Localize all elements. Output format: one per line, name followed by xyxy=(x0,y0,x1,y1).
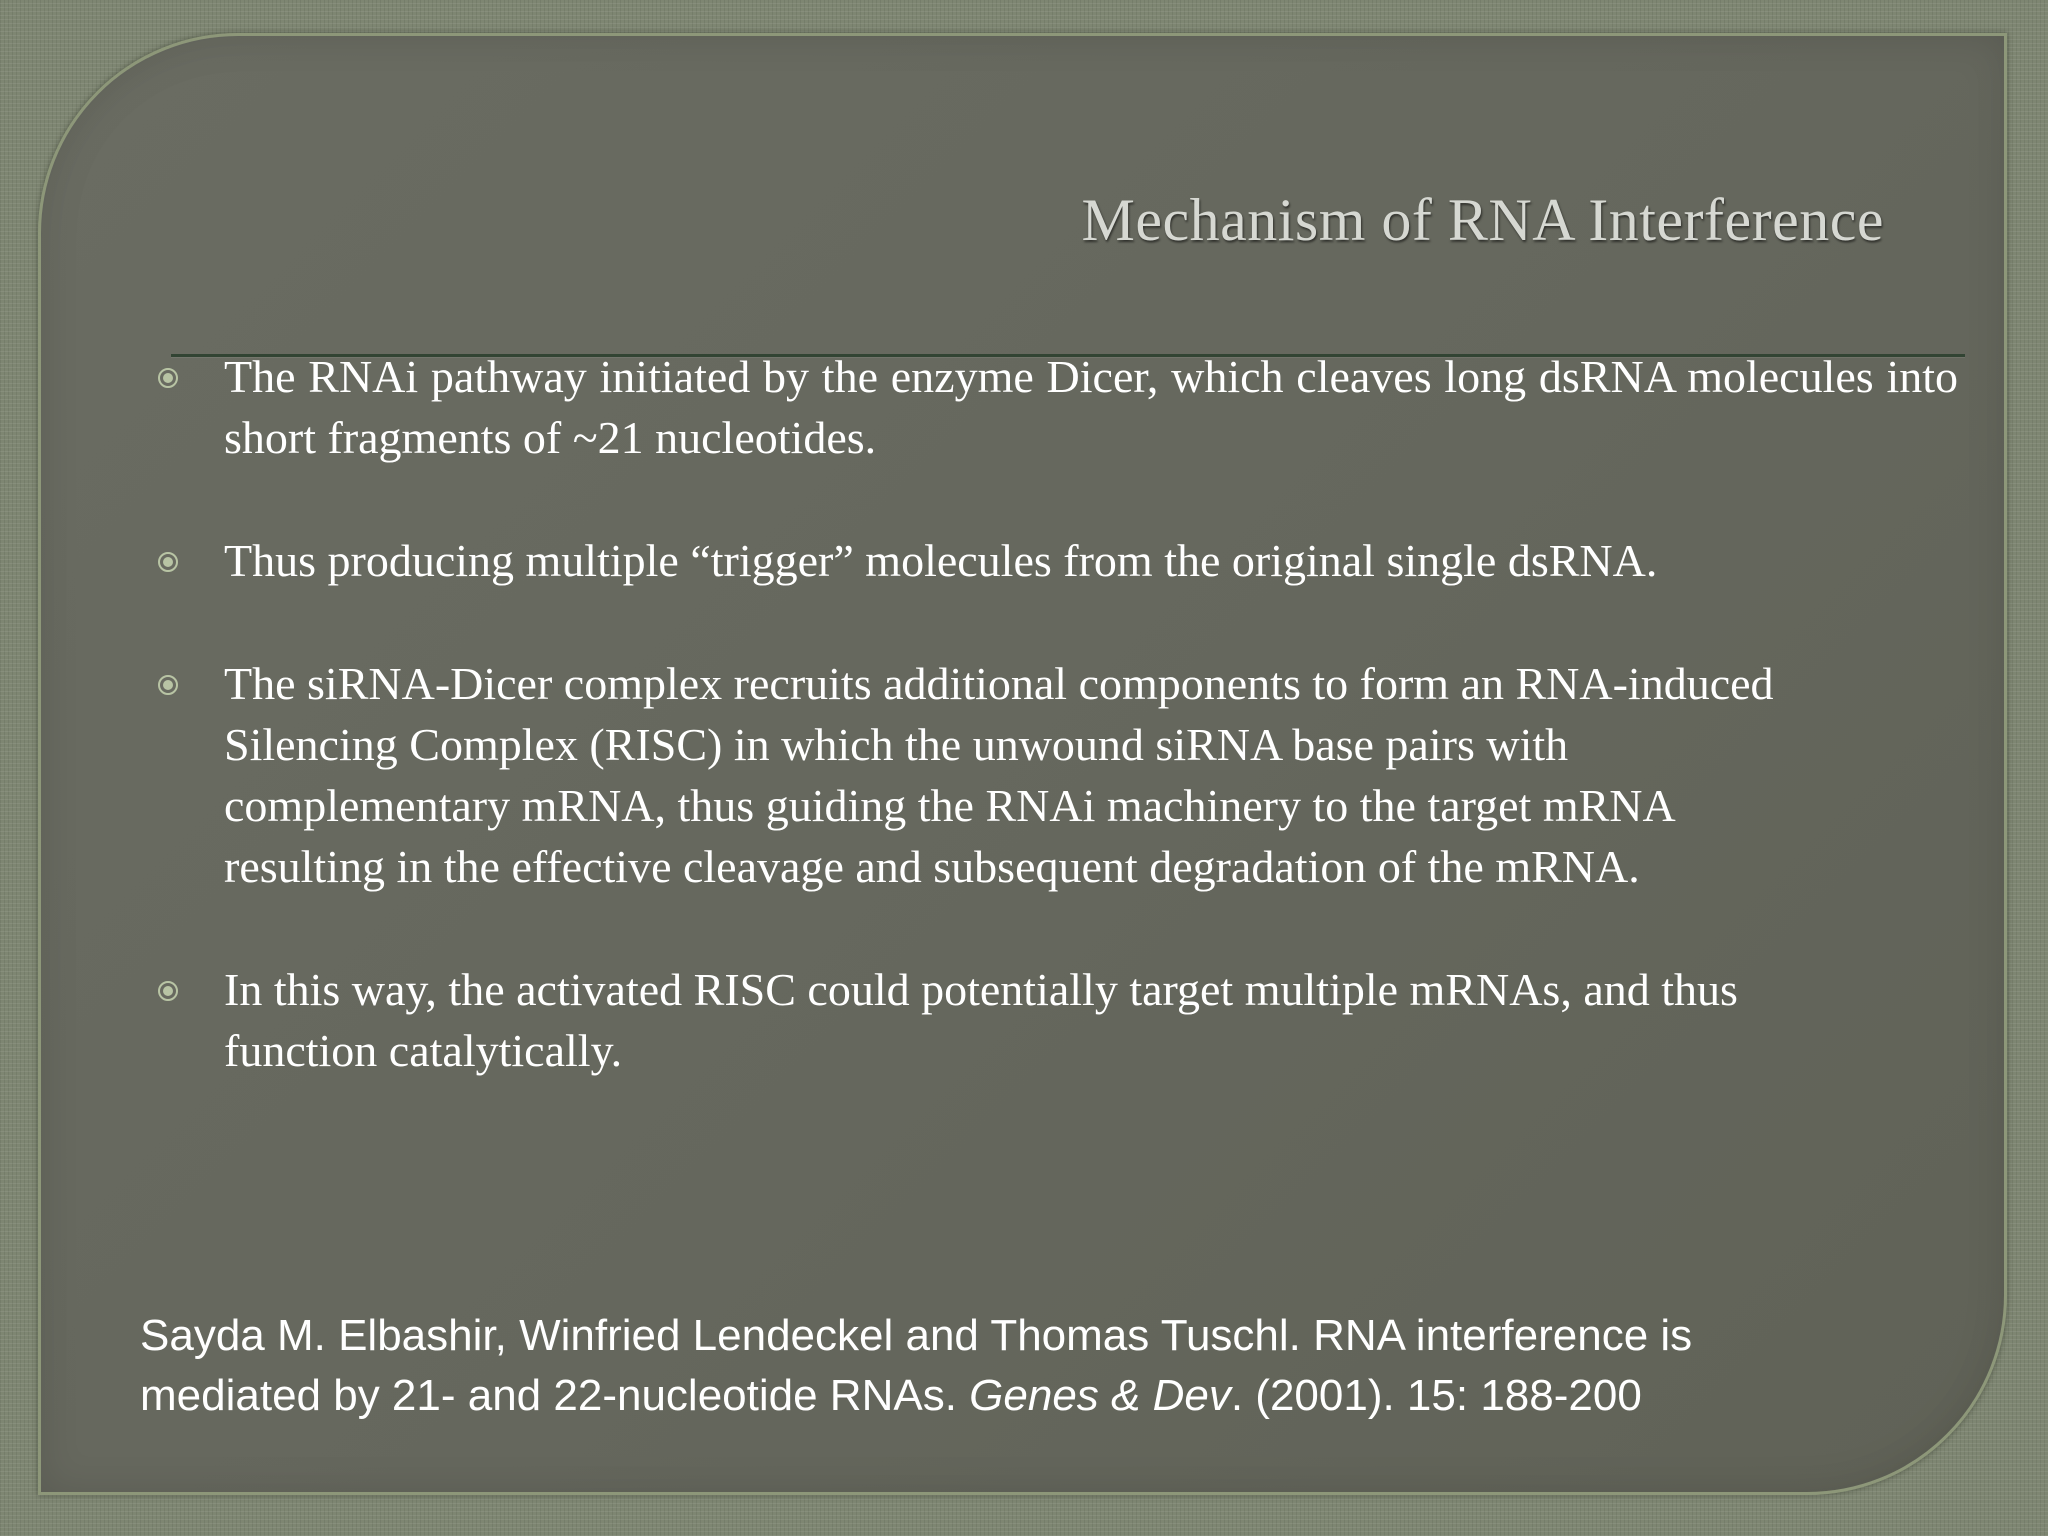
citation-title: mediated by 21- and 22-nucleotide RNAs. xyxy=(140,1371,970,1420)
bullet-item-trigger xyxy=(158,530,1958,591)
bullet-text-line: molecules into short fragments of ~21 nucleotides. xyxy=(224,351,1959,463)
bullet-text-line: In this way, the activated RISC could potentially target multiple mRNAs, and thus xyxy=(224,964,1738,1015)
bullet-item-catalytic xyxy=(158,959,1958,1081)
circle-dot-bullet-icon xyxy=(158,368,178,388)
bullet-text-line: resulting in the effective cleavage and subsequent degradation of the mRNA. xyxy=(224,841,1640,892)
circle-dot-bullet-icon xyxy=(158,675,178,695)
circle-dot-bullet-icon xyxy=(158,981,178,1001)
slide-title: Mechanism of RNA Interference xyxy=(1081,187,1884,253)
bullet-text-line: Silencing Complex (RISC) in which the unwound siRNA base pairs with xyxy=(224,719,1569,770)
citation-details: . (2001). 15: 188-200 xyxy=(1230,1371,1642,1420)
bullet-text-line: The siRNA-Dicer complex recruits additional components to form an RNA-induced xyxy=(224,658,1774,709)
bullet-text-line: complementary mRNA, thus guiding the RNAi machinery to the target mRNA xyxy=(224,780,1676,831)
bullet-text-line: The RNAi pathway initiated by the enzyme Dicer, which cleaves long dsRNA xyxy=(224,351,1675,402)
circle-dot-bullet-icon xyxy=(158,552,178,572)
bullet-text-line: function catalytically. xyxy=(224,1025,623,1076)
bullet-list xyxy=(158,346,1958,1143)
bullet-item-risc xyxy=(158,653,1958,897)
citation-journal: Genes & Dev xyxy=(969,1371,1231,1420)
citation-authors: Sayda M. Elbashir, Winfried Lendeckel and Thomas Tuschl. RNA interference is xyxy=(140,1311,1693,1360)
citation xyxy=(140,1306,2000,1426)
bullet-item-dicer xyxy=(158,346,1958,468)
bullet-text-line: Thus producing multiple “trigger” molecules from the original single dsRNA. xyxy=(224,535,1658,586)
